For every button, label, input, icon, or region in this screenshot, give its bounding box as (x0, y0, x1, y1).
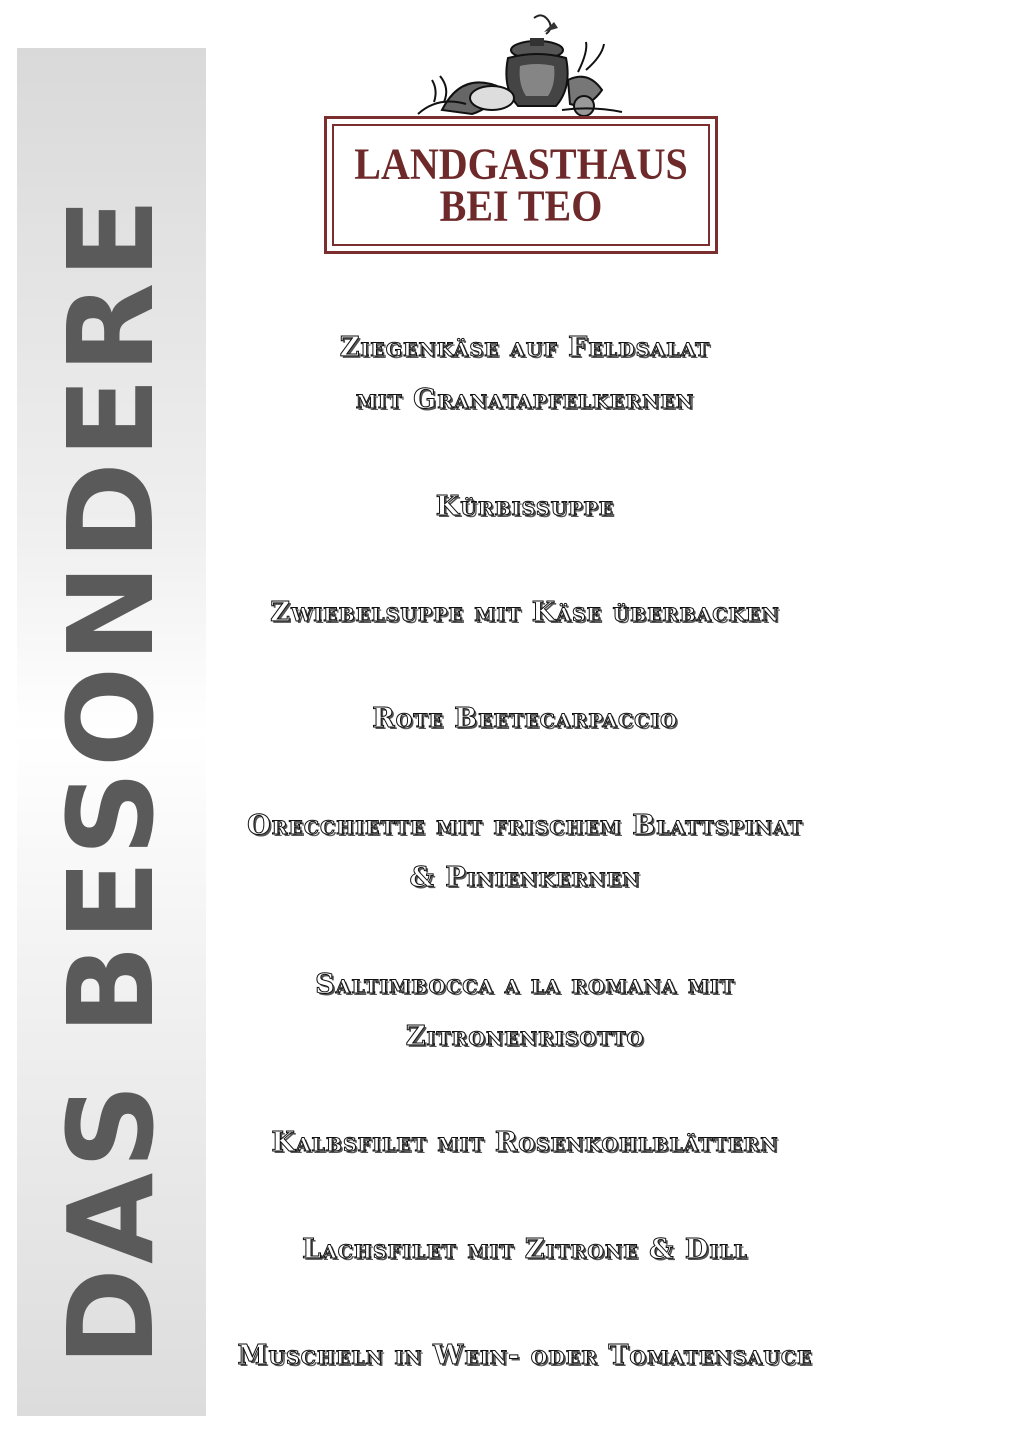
menu-item (200, 693, 850, 745)
menu-item (200, 1117, 850, 1169)
restaurant-logo (322, 10, 722, 260)
menu-item-line: Muscheln in Wein- oder Tomatensauce (237, 1340, 813, 1371)
menu-item-line: Saltimbocca a la romana mit (315, 969, 735, 1000)
menu-item-line: Orecchiette mit frischem Blattspinat (247, 810, 803, 841)
menu-item-line: mit Granatapfelkernen (355, 384, 695, 415)
menu-item-line: Lachsfilet mit Zitrone & Dill (302, 1234, 748, 1265)
menu-item-line: Kalbsfilet mit Rosenkohlblättern (271, 1127, 779, 1158)
menu-item (200, 1330, 850, 1382)
menu-item (200, 322, 850, 426)
menu-item-line: Ziegenkäse auf Feldsalat (339, 332, 711, 363)
logo-line-2: BEI TEO (439, 180, 603, 231)
menu-item-line: Zitronenrisotto (405, 1021, 645, 1052)
menu-item (200, 1224, 850, 1276)
menu-item-line: & Pinienkernen (409, 862, 641, 893)
menu-item-line: Zwiebelsuppe mit Käse überbacken (270, 597, 780, 628)
side-title: DAS BESONDERE (42, 194, 180, 1366)
logo-line-1: LANDGASTHAUS (354, 138, 688, 189)
menu-item-line: Kürbissuppe (435, 491, 615, 522)
menu-item (200, 587, 850, 639)
menu-item (200, 481, 850, 533)
logo-nameplate (324, 116, 718, 254)
menu-item-line: Rote Beetecarpaccio (372, 703, 678, 734)
cooking-pot-vegetables-illustration (322, 10, 722, 120)
menu-item (200, 800, 850, 904)
menu-item (200, 959, 850, 1063)
